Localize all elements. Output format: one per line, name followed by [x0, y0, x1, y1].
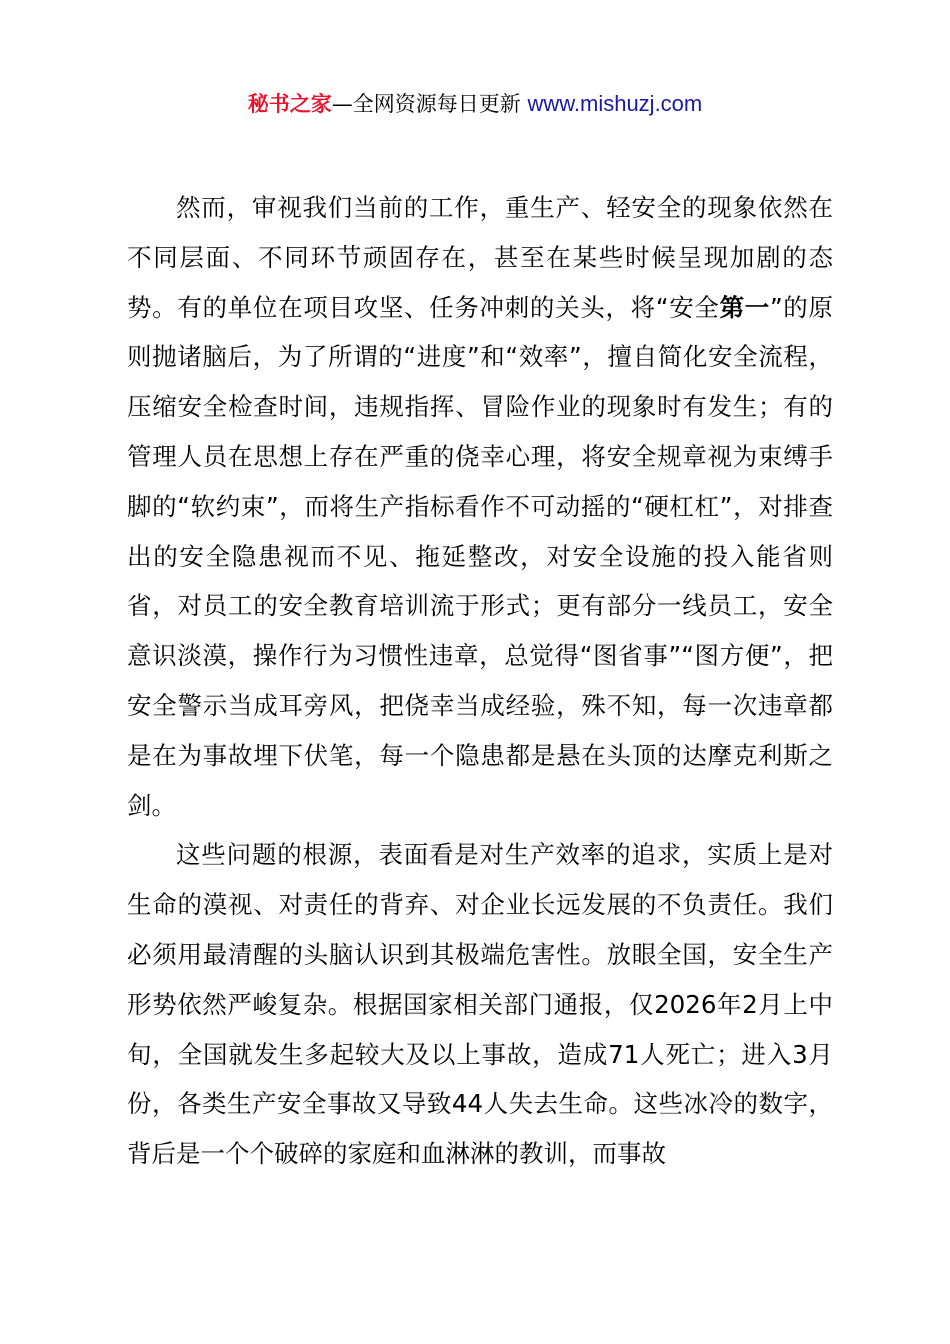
brand-name: 秘书之家: [247, 92, 332, 116]
header-tagline: —全网资源每日更新: [331, 92, 528, 116]
paragraph-1-part-b: ”的原则抛诸脑后，为了所谓的“进度”和“效率”，擅自简化安全流程，压缩安全检查时间，违规指挥、冒险作业的现象时有发生；有的管理人员在思想上存在严重的侥幸心理，将安全规章视为束缚手脚的“软约束”，而将生产指标看作不可动摇的“硬杠杠”，对排查出的安全隐患视而不见、拖延整改，对安全设施的投入能省则省，对员工的安全教育培训流于形式；更有部分一线员工，安全意识淡漠，操作行为习惯性违章，总觉得“图省事”“图方便”，把安全警示当成耳旁风，把侥幸当成经验，殊不知，每一次违章都是在为事故埋下伏笔，每一个隐患都是悬在头顶的达摩克利斯之剑。: [127, 292, 833, 820]
paragraph-1-part-a: 然而，审视我们当前的工作，重生产、轻安全的现象依然在不同层面、不同环节顽固存在，甚至在某些时候呈现加剧的态势。有的单位在项目攻坚、任务冲刺的关头，将“安全: [127, 193, 833, 322]
header-url-link[interactable]: www.mishuzj.com: [527, 91, 703, 116]
paragraph-2: 这些问题的根源，表面看是对生产效率的追求，实质上是对生命的漠视、对责任的背弃、对企业长远发展的不负责任。我们必须用最清醒的头脑认识到其极端危害性。放眼全国，安全生产形势依然严峻复杂。根据国家相关部门通报，仅2026年2月上中旬，全国就发生多起较大及以上事故，造成71人死亡；进入3月份，各类生产安全事故又导致44人失去生命。这些冰冷的数字，背后是一个个破碎的家庭和血淋淋的教训，而事故: [127, 840, 833, 1169]
paragraph-1-bold-text: 第一: [719, 292, 770, 322]
document-body: [127, 183, 833, 1179]
paragraph-1: [127, 183, 833, 830]
page-header: [0, 88, 950, 120]
